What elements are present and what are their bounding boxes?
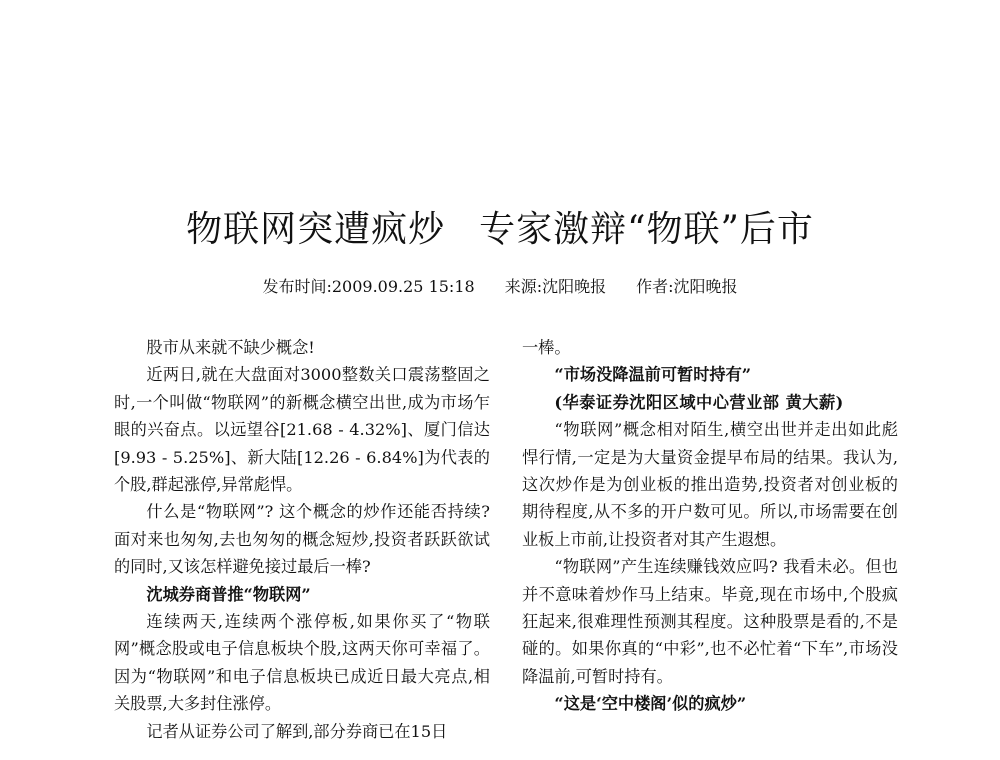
paragraph: 连续两天,连续两个涨停板,如果你买了“物联网”概念股或电子信息板块个股,这两天你可幸福了。因为“物联网”和电子信息板块已成近日最大亮点,相关股票,大多封住涨停。 bbox=[114, 612, 490, 714]
article-source: 来源:沈阳晚报 bbox=[504, 277, 607, 296]
paragraph: 一棒。 bbox=[522, 338, 571, 357]
paragraph: 记者从证券公司了解到,部分券商已在15日 bbox=[146, 721, 448, 741]
right-column bbox=[522, 334, 898, 718]
left-column bbox=[114, 334, 490, 745]
paragraph: “物联网”产生连续赚钱效应吗? 我看未必。但也并不意味着炒作马上结束。毕竟,现在市场中,个股疯狂起来,很难理性预测其程度。这种股票是看的,不是碰的。如果你真的“中彩”,也不必忙着“下车”,市场没降温前,可暂时持有。 bbox=[522, 557, 898, 686]
paragraph: 什么是“物联网”? 这个概念的炒作还能否持续? 面对来也匆匆,去也匆匆的概念短炒,投资者跃跃欲试的同时,又该怎样避免接过最后一棒? bbox=[114, 502, 490, 577]
paragraph: “物联网”概念相对陌生,横空出世并走出如此彪悍行情,一定是为大量资金提早布局的结果。我认为,这次炒作是为创业板的推出造势,投资者对创业板的期待程度,从不多的开户数可见。所以,市场需要在创业板上市前,让投资者对其产生遐想。 bbox=[522, 420, 898, 549]
article-title-part1: 物联网突遭疯炒 bbox=[186, 209, 446, 250]
expert-byline: (华泰证券沈阳区域中心营业部 黄大薪) bbox=[554, 392, 844, 412]
article-meta bbox=[0, 276, 1000, 298]
paragraph: 股市从来就不缺少概念! bbox=[146, 338, 315, 357]
paragraph: 近两日,就在大盘面对3000整数关口震荡整固之时,一个叫做“物联网”的新概念横空出世,成为市场乍眼的兴奋点。以远望谷[21.68 - 4.32%]、厦门信达[9.93 - 5.25%]、新大陆[12.26 - 6.84%]为代表的个股,群起涨停,异常彪悍。 bbox=[114, 365, 490, 495]
section-heading: 沈城券商普推“物联网” bbox=[146, 584, 311, 604]
publish-time: 发布时间:2009.09.25 15:18 bbox=[262, 277, 475, 296]
article-title-part2: 专家激辩“物联”后市 bbox=[479, 209, 814, 250]
article-author: 作者:沈阳晚报 bbox=[636, 277, 738, 296]
article-title bbox=[0, 206, 1000, 254]
section-heading: “市场没降温前可暂时持有” bbox=[554, 365, 752, 385]
section-heading: “这是‘空中楼阁’似的疯炒” bbox=[554, 694, 747, 714]
